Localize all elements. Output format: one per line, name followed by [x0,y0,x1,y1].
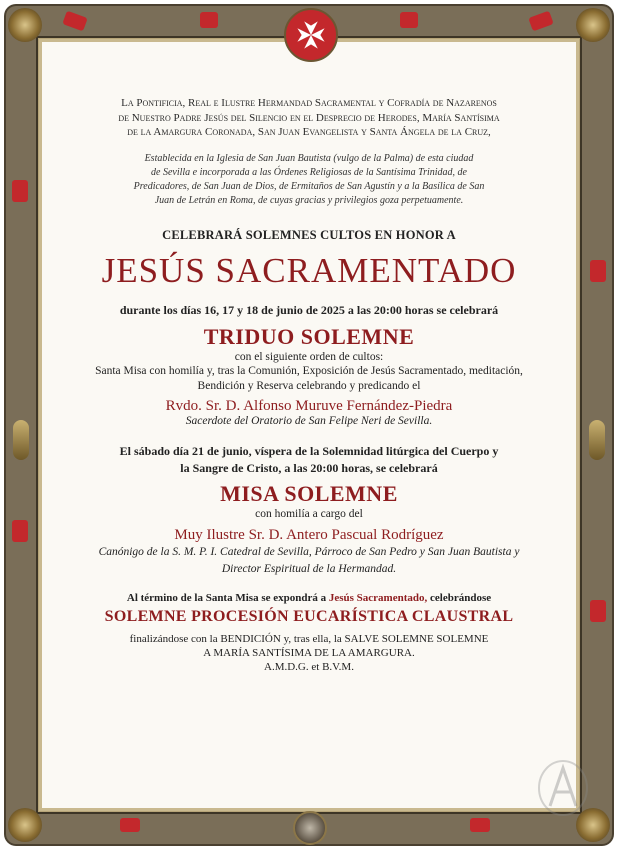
closing-line: A.M.D.G. et B.V.M. [264,660,354,673]
established-paragraph [60,152,558,208]
order-line: Bendición y Reserva celebrando y predicando el [197,379,421,392]
preacher-role: Sacerdote del Oratorio de San Felipe Neri de Sevilla. [185,415,433,427]
misa-date-line: la Sangre de Cristo, a las 20:00 horas, se celebrará [180,461,438,475]
celebrant-name: Muy Ilustre Sr. D. Antero Pascual Rodríguez [174,526,444,543]
triduo-heading: TRIDUO SOLEMNE [203,323,415,349]
misa-dates [60,443,558,477]
maltese-cross-emblem [284,8,338,62]
frame-ribbon [470,818,490,832]
established-line: Predicadores, de San Juan de Dios, de Ermitaños de San Agustín y a la Basílica de San [133,180,485,192]
order-line: Santa Misa con homilía y, tras la Comunión, Exposición de Jesús Sacramentado, meditación, [95,365,523,377]
frame-corner-ornament [8,8,42,42]
frame-corner-ornament [8,808,42,842]
closing-line: A MARÍA SANTÍSIMA DE LA AMARGURA. [203,646,415,659]
preacher-name: Rvdo. Sr. D. Alfonso Muruve Fernández-Piedra [165,398,453,414]
main-title: JESÚS SACRAMENTADO [101,250,517,290]
celebrates-line: CELEBRARÁ SOLEMNES CULTOS EN HONOR A [162,227,456,242]
established-line: Juan de Letrán en Roma, de cuyas gracias y privilegios goza perpetuamente. [154,194,464,206]
maltese-cross-icon [294,18,328,52]
triduo-dates: durante los días 16, 17 y 18 de junio de 2025 a las 20:00 horas se celebrará [119,302,499,317]
established-line: Establecida en la Iglesia de San Juan Bautista (vulgo de la Palma) de esta ciudad [144,152,474,164]
document-content [60,96,558,674]
procession-heading: SOLEMNE PROCESIÓN EUCARÍSTICA CLAUSTRAL [104,607,514,625]
established-line: de Sevilla e incorporada a las Órdenes Religiosas de la Santísima Trinidad, de [151,166,467,178]
celebrant-role-line: Director Espiritual de la Hermandad. [221,562,397,575]
celebrant-role [60,544,558,578]
intro-line: La Pontificia, Real e Ilustre Hermandad Sacramental y Cofradía de Nazarenos [121,97,497,109]
frame-ribbon [590,260,606,282]
misa-heading: MISA SOLEMNE [220,481,398,506]
frame-ribbon [12,520,28,542]
frame-ribbon [400,12,418,28]
frame-ribbon [200,12,218,28]
watermark-monogram-icon [536,758,590,818]
frame-ribbon [590,600,606,622]
brotherhood-name [60,96,558,140]
closing-lines [60,632,558,674]
frame-corner-ornament [576,8,610,42]
bottom-portrait-medallion [293,811,327,845]
celebrant-role-line: Canónigo de la S. M. P. I. Catedral de Sevilla, Párroco de San Pedro y San Juan Bautista y [98,545,520,558]
frame-ribbon [12,180,28,202]
order-line: con el siguiente orden de cultos: [234,350,384,363]
misa-date-line: El sábado día 21 de junio, víspera de la Solemnidad litúrgica del Cuerpo y [119,444,499,458]
frame-side-medallion [589,420,605,460]
procession-intro-highlight: Jesús Sacramentado, [328,591,428,604]
intro-line: de la Amargura Coronada, San Juan Evangelista y Santa Ángela de la Cruz, [127,126,491,138]
homily-line: con homilía a cargo del [255,508,363,520]
procession-intro [60,592,558,604]
frame-ribbon [120,818,140,832]
procession-intro-before: Al término de la Santa Misa se expondrá a [126,591,327,604]
frame-side-medallion [13,420,29,460]
procession-intro-after: celebrándose [430,591,492,604]
triduo-order [60,350,558,394]
closing-line: finalizándose con la BENDICIÓN y, tras ella, la SALVE SOLEMNE SOLEMNE [129,632,489,645]
intro-line: de Nuestro Padre Jesús del Silencio en el Desprecio de Herodes, María Santísima [118,111,500,124]
